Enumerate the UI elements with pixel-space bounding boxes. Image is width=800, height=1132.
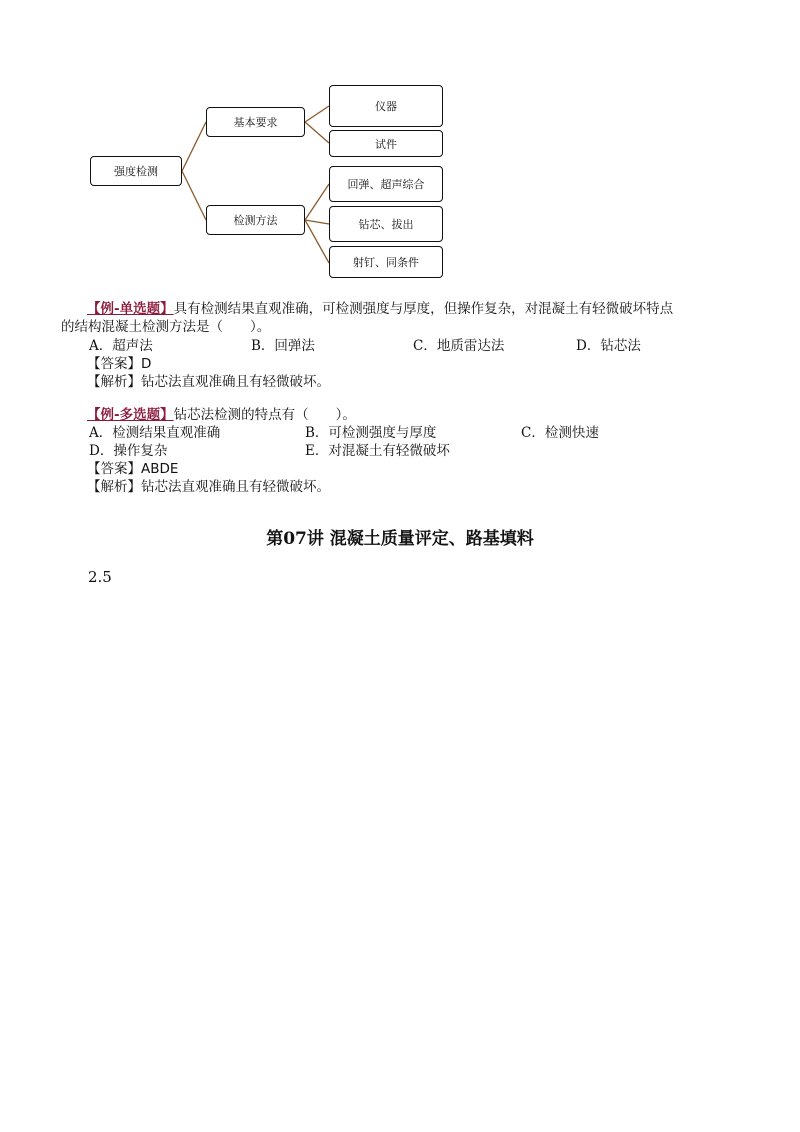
q2-tag: 【例-多选题】 bbox=[87, 407, 174, 423]
connector-root-branch1 bbox=[182, 122, 206, 171]
section-number: 2.5 bbox=[88, 568, 112, 586]
node-branch-basic-requirements: 基本要求 bbox=[206, 107, 305, 137]
q1-answer bbox=[87, 355, 151, 373]
connector-branch2-child1 bbox=[305, 184, 329, 220]
node-branch-detection-methods: 检测方法 bbox=[206, 205, 305, 235]
node-child-specimen: 试件 bbox=[329, 130, 443, 157]
q1-option-b: B．回弹法 bbox=[251, 338, 315, 354]
node-child-rebound-ultrasonic: 回弹、超声综合 bbox=[329, 166, 443, 202]
q2-analysis-label: 【解析】 bbox=[87, 479, 141, 495]
q1-option-d: D．钻芯法 bbox=[576, 338, 641, 354]
connector-branch2-child2 bbox=[305, 220, 329, 224]
q1-answer-label: 【答案】 bbox=[87, 356, 141, 372]
section-heading: 第07讲 混凝土质量评定、路基填料 bbox=[266, 529, 534, 549]
connector-branch2-child3 bbox=[305, 220, 329, 263]
q2-analysis bbox=[87, 478, 330, 496]
connector-root-branch2 bbox=[182, 171, 206, 220]
connector-branch1-child1 bbox=[305, 106, 329, 122]
node-child-core-pullout: 钻芯、拔出 bbox=[329, 206, 443, 242]
q2-option-d: D．操作复杂 bbox=[89, 443, 168, 459]
q2-answer-value: ABDE bbox=[141, 461, 179, 477]
node-child-nail-same-condition: 射钉、同条件 bbox=[329, 246, 443, 278]
q1-analysis bbox=[87, 373, 330, 391]
q2-stem bbox=[87, 406, 356, 424]
q2-analysis-text: 钻芯法直观准确且有轻微破坏。 bbox=[141, 479, 330, 495]
q1-analysis-text: 钻芯法直观准确且有轻微破坏。 bbox=[141, 374, 330, 390]
mind-map-diagram bbox=[0, 0, 800, 290]
q1-stem-text: 具有检测结果直观准确，可检测强度与厚度，但操作复杂，对混凝土有轻微破坏特点 bbox=[173, 301, 674, 317]
q1-analysis-label: 【解析】 bbox=[87, 374, 141, 390]
q1-answer-value: D bbox=[141, 356, 152, 372]
node-child-instrument: 仪器 bbox=[329, 85, 443, 127]
node-root: 强度检测 bbox=[90, 156, 182, 186]
q1-tag: 【例-单选题】 bbox=[87, 301, 174, 317]
q1-option-a: A．超声法 bbox=[89, 338, 153, 354]
q1-stem-line1 bbox=[87, 300, 673, 318]
q2-option-a: A．检测结果直观准确 bbox=[89, 425, 221, 441]
q2-answer-label: 【答案】 bbox=[87, 461, 141, 477]
q2-answer bbox=[87, 460, 178, 478]
q1-stem-line2: 的结构混凝土检测方法是（ ）。 bbox=[61, 319, 271, 335]
connector-branch1-child2 bbox=[305, 122, 329, 143]
q2-option-e: E．对混凝土有轻微破坏 bbox=[305, 443, 450, 459]
q2-option-b: B．可检测强度与厚度 bbox=[305, 425, 437, 441]
q2-stem-text: 钻芯法检测的特点有（ ）。 bbox=[173, 407, 356, 423]
q1-option-c: C．地质雷达法 bbox=[413, 338, 505, 354]
q2-option-c: C．检测快速 bbox=[521, 425, 599, 441]
